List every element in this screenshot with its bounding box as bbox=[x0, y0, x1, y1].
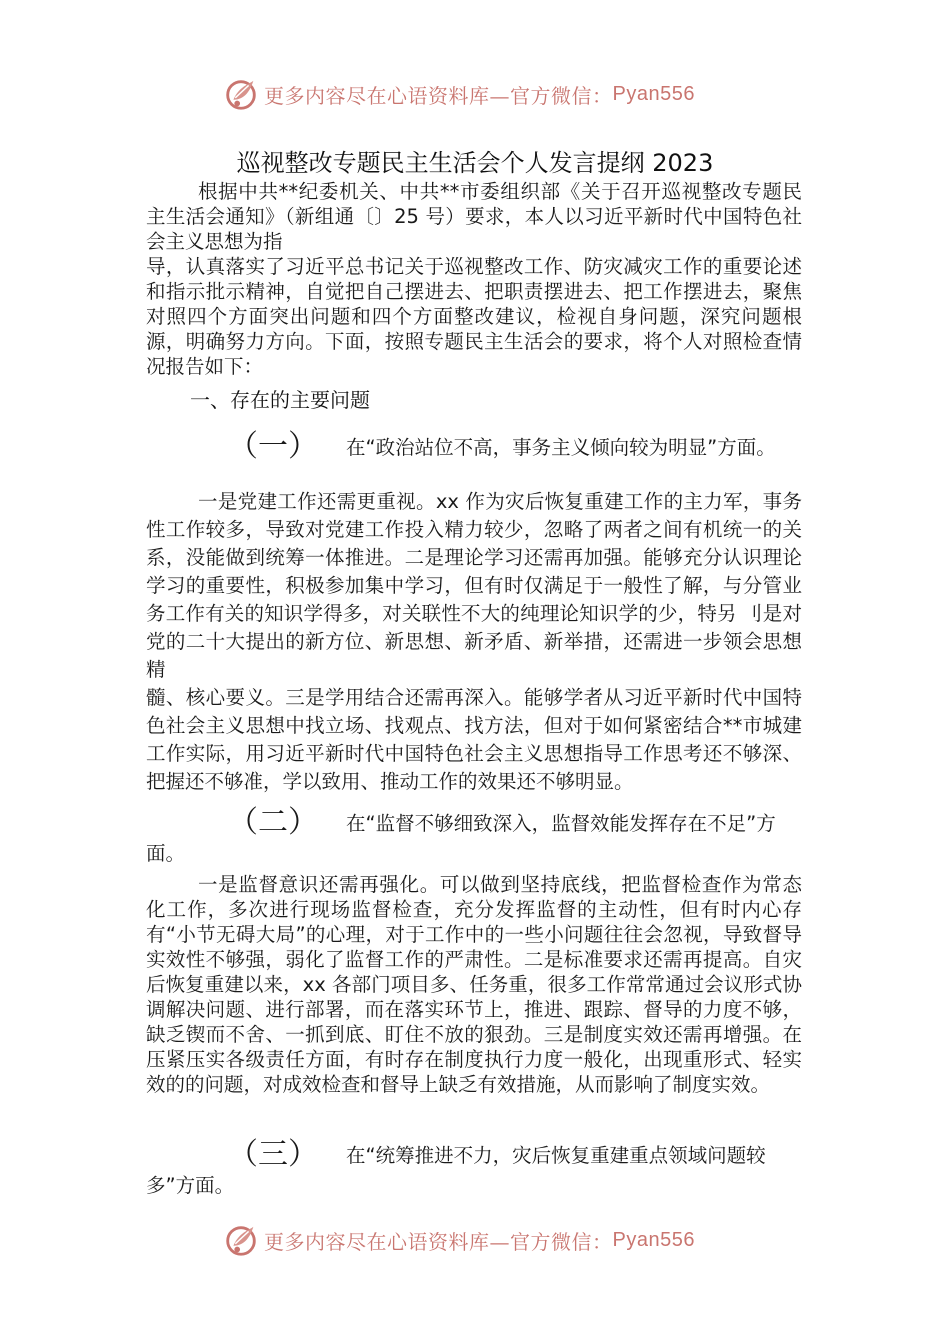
leaf-logo-icon bbox=[222, 75, 260, 113]
subsection-2-body bbox=[146, 872, 802, 1097]
watermark-wechat-id: Pyan556 bbox=[612, 82, 695, 105]
subsection-1-heading bbox=[146, 429, 802, 464]
watermark-wechat-id: Pyan556 bbox=[612, 1228, 695, 1251]
subsection-2-heading bbox=[146, 805, 802, 869]
subsection-1-body bbox=[146, 488, 802, 796]
intro-paragraph bbox=[146, 179, 802, 379]
leaf-logo-icon bbox=[222, 1221, 260, 1259]
subsection-3-number: （三） bbox=[228, 1137, 318, 1172]
intro-part2: 导，认真落实了习近平总书记关于巡视整改工作、防灾减灾工作的重要论述和指示批示精神，自觉把自己摆进去、把职责摆进去、把工作摆进去，聚焦对照四个方面突出问题和四个方面整改建议，检视自身问题，深究问题根源，明确努力方向。下面，按照专题民主生活会的要求，将个人对照检查情况报告如下： bbox=[146, 255, 802, 378]
subsection-2-title-a: 在“监督不够细致深入，监督效能发挥存在不足”方 bbox=[346, 812, 776, 835]
subsection-3-title-b: 多”方面。 bbox=[146, 1174, 235, 1197]
subsection-3-heading bbox=[146, 1137, 802, 1201]
document-title: 巡视整改专题民主生活会个人发言提纲 2023 bbox=[236, 149, 714, 177]
subsection-1-number: （一） bbox=[228, 429, 318, 464]
subsection-3-title-a: 在“统筹推进不力，灾后恢复重建重点领域问题较 bbox=[346, 1144, 766, 1167]
section-heading-1: 一、存在的主要问题 bbox=[190, 388, 370, 412]
subsection-1-para1: 一是党建工作还需更重视。xx 作为灾后恢复重建工作的主力军，事务性工作较多，导致对党建工作投入精力较少，忽略了两者之间有机统一的关系，没能做到统筹一体推进。二是理论学习还需再加强。能够充分认识理论学习的重要性，积极参加集中学习，但有时仅满足于一般性了解，与分管业务工作有关的知识学得多，对关联性不大的纯理论知识学的少，特另 刂是对党的二十大提出的新方位、新思想、新矛盾、新举措，还需进一步领会思想精 bbox=[146, 490, 802, 681]
watermark-banner-bottom bbox=[222, 1220, 742, 1260]
subsection-2-title-b: 面。 bbox=[146, 842, 186, 865]
watermark-banner-top bbox=[222, 74, 742, 114]
subsection-2-para: 一是监督意识还需再强化。可以做到坚持底线，把监督检查作为常态化工作，多次进行现场监督检查，充分发挥监督的主动性，但有时内心存有“小节无碍大局”的心理，对于工作中的一些小问题往往会忽视，导致督导实效性不够强，弱化了监督工作的严肃性。二是标准要求还需再提高。自灾后恢复重建以来，xx 各部门项目多、任务重，很多工作常常通过会议形式协调解决问题、进行部署，而在落实环节上，推进、跟踪、督导的力度不够，缺乏锲而不舍、一抓到底、盯住不放的狠劲。三是制度实效还需再增强。在压紧压实各级责任方面，有时存在制度执行力度一般化，出现重形式、轻实效的的问题，对成效检查和督导上缺乏有效措施，从而影响了制度实效。 bbox=[146, 873, 802, 1096]
subsection-1-title: 在“政治站位不高，事务主义倾向较为明显”方面。 bbox=[346, 436, 776, 459]
subsection-2-number: （二） bbox=[228, 805, 318, 840]
watermark-text: 更多内容尽在心语资料库—官方微信： bbox=[264, 1229, 613, 1254]
intro-part1: 根据中共**纪委机关、中共**市委组织部《关于召开巡视整改专题民主生活会通知》（新组通〔〕25 号）要求，本人以习近平新时代中国特色社会主义思想为指 bbox=[146, 180, 802, 253]
watermark-text: 更多内容尽在心语资料库—官方微信： bbox=[264, 83, 613, 108]
subsection-1-para2: 髓、核心要义。三是学用结合还需再深入。能够学者从习近平新时代中国特色社会主义思想中找立场、找观点、找方法，但对于如何紧密结合**市城建工作实际，用习近平新时代中国特色社会主义思想指导工作思考还不够深、把握还不够准，学以致用、推动工作的效果还不够明显。 bbox=[146, 686, 802, 793]
